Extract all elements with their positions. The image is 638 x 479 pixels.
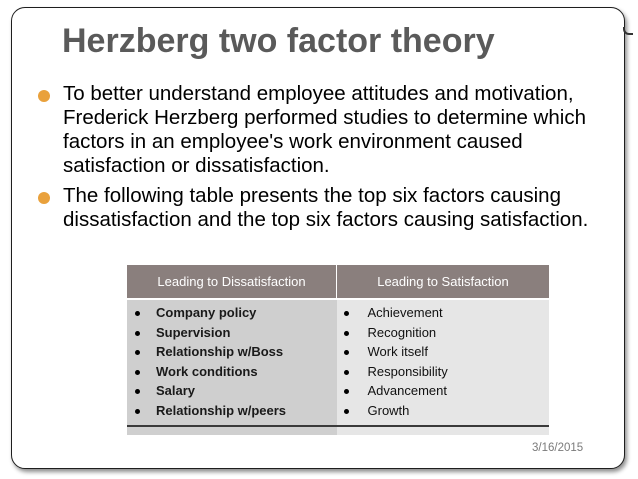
bullet-item	[38, 82, 608, 178]
bullet-dot-icon	[38, 90, 50, 102]
list-item	[127, 303, 337, 323]
bullet-icon	[344, 350, 349, 355]
list-item	[337, 303, 550, 323]
factor-label: Salary	[156, 383, 196, 399]
dissatisfaction-cell	[127, 299, 337, 435]
header-satisfaction: Leading to Satisfaction	[337, 265, 550, 299]
bullet-item	[38, 184, 608, 232]
factor-label: Supervision	[156, 324, 231, 340]
list-item	[337, 323, 550, 343]
factor-label: Relationship w/peers	[156, 402, 287, 418]
factor-label: Work itself	[367, 344, 428, 360]
factors-table	[127, 265, 549, 427]
list-item	[127, 342, 337, 362]
slide-corner-mark	[623, 27, 633, 35]
bullet-icon	[344, 311, 349, 316]
list-item	[337, 342, 550, 362]
dissatisfaction-list	[127, 303, 337, 421]
list-item	[337, 381, 550, 401]
list-item	[337, 362, 550, 382]
table-bottom-rule	[127, 425, 549, 427]
factor-label: Company policy	[156, 305, 257, 320]
list-item	[127, 323, 337, 343]
factor-label: Responsibility	[367, 363, 448, 379]
factor-label: Work conditions	[156, 363, 258, 379]
slide-title: Herzberg two factor theory	[62, 22, 495, 60]
bullet-icon	[344, 370, 349, 375]
bullet-dot-icon	[38, 192, 50, 204]
bullet-icon	[135, 409, 140, 414]
factor-label: Growth	[367, 402, 410, 418]
bullet-icon	[135, 350, 140, 355]
bullet-icon	[135, 311, 140, 316]
bullet-icon	[344, 331, 349, 336]
satisfaction-list	[337, 303, 550, 421]
bullet-text: To better understand employee attitudes and motivation, Frederick Herzberg performed studies to determine which factors in an employee's work environment caused satisfaction or dissatisfaction.	[63, 82, 586, 177]
bullet-text: The following table presents the top six factors causing dissatisfaction and the top six factors causing satisfaction.	[63, 184, 589, 231]
factor-label: Recognition	[367, 324, 437, 340]
factor-label: Achievement	[367, 305, 443, 320]
list-item	[127, 401, 337, 421]
header-dissatisfaction: Leading to Dissatisfaction	[127, 265, 337, 299]
factor-label: Relationship w/Boss	[156, 344, 284, 360]
satisfaction-cell	[337, 299, 550, 435]
factor-label: Advancement	[367, 383, 447, 399]
bullet-list	[38, 82, 608, 238]
bullet-icon	[135, 370, 140, 375]
list-item	[337, 401, 550, 421]
bullet-icon	[135, 389, 140, 394]
bullet-icon	[344, 389, 349, 394]
bullet-icon	[135, 331, 140, 336]
list-item	[127, 381, 337, 401]
slide-date: 3/16/2015	[532, 442, 584, 454]
list-item	[127, 362, 337, 382]
bullet-icon	[344, 409, 349, 414]
